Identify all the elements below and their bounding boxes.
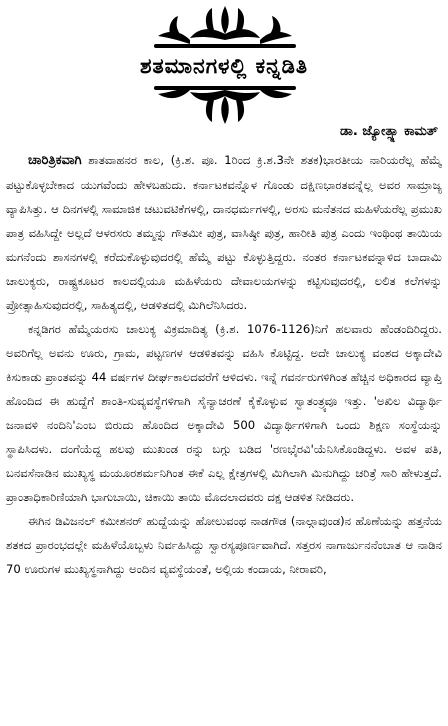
floral-ornament-top-icon — [150, 4, 300, 52]
paragraph-3: ಈಗಿನ ಡಿವಿಜನಲ್ ಕಮೀಶನರ್ ಹುದ್ದೆಯನ್ನು ಹೋಲುವಂಥ ನಾಡಗೌಡ (ನಾಲ್ಗಾವುಂಡ)ನ ಹೊಣೆಯನ್ನು ಹತ್ತನೆಯ ಶತಕದ ಪ್ರಾರಂಭದಲ್ಲೇ ಮಹಿಳೆಯೊಬ್ಬಳು ನಿರ್ವಹಿಸಿದ್ದು ಸ್ವಾರಸ್ಯಪೂರ್ಣವಾಗಿದೆ. ಸತ್ತರಸ ನಾಗಾರ್ಜುನನೆಂಬಾತ ಆ ನಾಡಿನ 70 ಊರುಗಳ ಮುಖ್ಯಸ್ಥನಾಗಿದ್ದು ಅಂದಿನ ವ್ಯವಸ್ಥೆಯಂತೆ, ಅಲ್ಲಿಯ ಕಂದಾಯ, ನೀರಾವರಿ, — [6, 514, 442, 576]
floral-ornament-bottom-icon — [150, 84, 300, 128]
paragraph-2: ಕನ್ನಡಿಗರ ಹೆಮ್ಮೆಯರಸು ಚಾಲುಕ್ಯ ವಿಕ್ರಮಾದಿತ್ಯ (ಕ್ರಿ.ಶ. 1076-1126)ನಿಗೆ ಹಲವಾರು ಹೆಂಡಂದಿರಿದ್ದರು. ಅವರಿಗೆಲ್ಲ ಅವನು ಊರು, ಗ್ರಾಮ, ಪಟ್ಟಣಗಳ ಆಡಳಿತವನ್ನು ವಹಿಸಿ ಕೊಟ್ಟಿದ್ದ. ಅದೇ ಚಾಲುಕ್ಯ ವಂಶದ ಅಕ್ಕಾದೇವಿ ಕಿಸುಕಾಡು ಪ್ರಾಂತವನ್ನು 44 ವರ್ಷಗಳ ದೀರ್ಘಕಾಲದವರೆಗೆ ಆಳಿದಳು. ಇನ್ನೆ ಗವರ್ನರುಗಳಿಗಿಂತ ಹೆಚ್ಚಿನ ಅಧಿಕಾರದ ವ್ಯಾಪ್ತಿ ಹೊಂದಿದ ಈ ಹುದ್ದೆಗೆ ಶಾಂತಿ-ಸುವ್ಯವಸ್ಥೆಗಳಿಗಾಗಿ ಸೈನ್ಯಾಚರಣೆ ಕೈಕೊಳ್ಳುವ ಸ್ವಾತಂತ್ರ್ಯವೂ ಇತ್ತು. 'ಅಖಿಲ ವಿದ್ಯಾರ್ಥಿ ಜನಾವಳಿ ನಂದಿನಿ'ಎಂಬ ಬಿರುದು ಹೊಂದಿದ ಅಕ್ಕಾದೇವಿ 500 ವಿದ್ಯಾರ್ಥಿಗಳಿಗಾಗಿ ಒಂದು ಶಿಕ್ಷಣ ಸಂಸ್ಥೆಯನ್ನು ಸ್ಥಾಪಿಸಿದಳು. ದಂಗೆಯೆದ್ದ ಹಲವು ಮುಖಂಡ ರನ್ನು ಬಗ್ಗು ಬಡಿದ 'ರಣಭೈರವಿ'ಯೆನಿಸಿಕೊಂಡಿದ್ದಳು. ಅವಳ ಪತಿ, ಬನವಸೆನಾಡಿನ ಮುಖ್ಯಸ್ಥ ಮಯೂರಶರ್ಮನಿಗಿಂತ ಈಕೆ ಎಲ್ಲ ಕ್ಷೇತ್ರಗಳಲ್ಲಿ ಮಿಗಿಲಾಗಿ ಮಿನುಗಿದ್ದು ಚರಿತ್ರೆ ಸಾರಿ ಹೇಳುತ್ತದೆ. ಪ್ರಾಂತಾಧಿಕಾರಿಣಿಯಾಗಿ ಭಾಗುಬಾಯಿ, ಚಿಕಾಯಿ ತಾಯಿ ಮೊದಲಾದವರು ದಕ್ಷ ಆಡಳಿತ ನೀಡಿದರು. — [6, 322, 442, 504]
page-title: ಶತಮಾನಗಳಲ್ಲಿ ಕನ್ನಡಿತಿ — [140, 54, 308, 78]
author-name: ಡಾ. ಜ್ಯೋತ್ಸ್ನಾ ಕಾಮತ್ — [340, 124, 438, 139]
paragraph-lead-word: ಚಾರಿತ್ರಿಕವಾಗಿ — [28, 153, 82, 168]
article-body — [6, 148, 442, 722]
paragraph-1 — [6, 148, 442, 317]
paragraph-1-text: ಶಾತವಾಹನರ ಕಾಲ, (ಕ್ರಿ.ಶ. ಪೂ. 1ರಿಂದ ಕ್ರಿ.ಶ.3ನೇ ಶತಕ)ಭಾರತೀಯ ನಾರಿಯರೆಲ್ಲ ಹೆಮ್ಮೆ ಪಟ್ಟುಕೊಳ್ಳಬೇಕಾದ ಯುಗವೆಂದು ಹೇಳಬಹುದು. ಕರ್ನಾಟಕವನ್ನೊಳ ಗೊಂಡು ದಕ್ಷಿಣಭಾರತವನ್ನೆಲ್ಲ ಅವರ ಸಾಮ್ರಾಜ್ಯ ವ್ಯಾಪಿಸಿತ್ತು. ಆ ದಿನಗಳಲ್ಲಿ ಸಾಮಾಜಿಕ ಚಟುವಟಿಕೆಗಳಲ್ಲಿ, ದಾನಧರ್ಮಗಳಲ್ಲಿ, ಅರಸು ಮನೆತನದ ಮಹಿಳೆಯರೆಲ್ಲ ಪ್ರಮುಖ ಪಾತ್ರ ವಹಿಸಿದ್ದೇ ಅಲ್ಲದೆ ಆಳರಸರು ತಮ್ಮನ್ನು ಗೌತಮೀ ಪುತ್ರ, ವಾಸಿಷ್ಠೀ ಪುತ್ರ, ಹಾರೀತಿ ಪುತ್ರ ಎಂದು ಇಂಥಿಂಥ ತಾಯಿಯ ಮಗನೆಂದು ಶಾಸನಗಳಲ್ಲಿ ಕರೆದುಕೊಳ್ಳುವುದರಲ್ಲಿ ಹೆಮ್ಮೆ ಪಟ್ಟು ಕೊಳ್ಳುತ್ತಿದ್ದರು. ನಂತರ ಕರ್ನಾಟಕವನ್ನಾಳಿದ ಬಾದಾಮಿ ಚಾಲುಕ್ಯರು, ರಾಷ್ಟ್ರಕೂಟರ ಕಾಲದಲ್ಲಿಯೂ ಮಹಿಳೆಯರು ದೇವಾಲಯಗಳನ್ನು ಕಟ್ಟಿಸುವುದರಲ್ಲಿ, ಲಲಿತ ಕಲೆಗಳನ್ನು ಪ್ರೋತ್ಸಾಹಿಸುವುದರಲ್ಲಿ, ಸಾಹಿತ್ಯದಲ್ಲಿ, ಆಡಳಿತದಲ್ಲಿ ಮಿಗಿಲೆನಿಸಿದರು. — [6, 153, 442, 312]
